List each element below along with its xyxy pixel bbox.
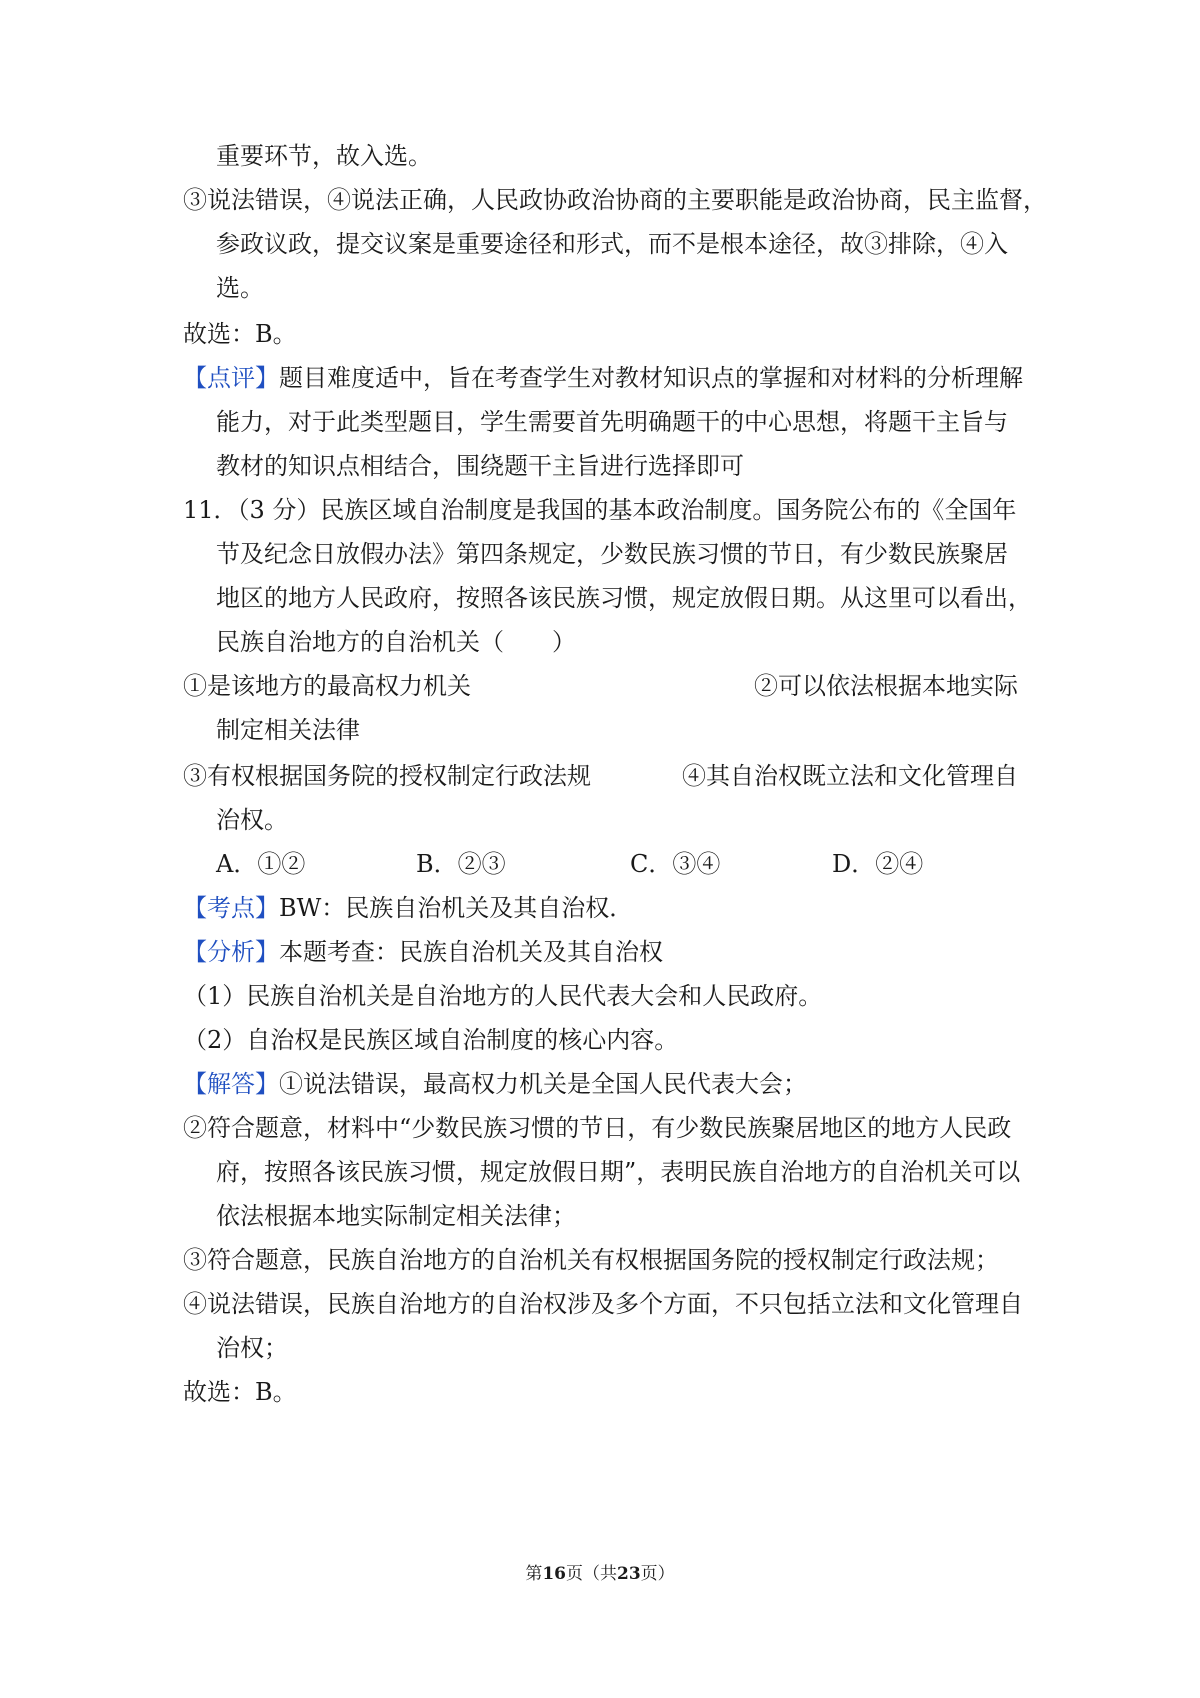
fenxi-point-2: （2）自治权是民族区域自治制度的核心内容。 (183, 1026, 679, 1054)
fenxi-line (183, 936, 663, 968)
jieda-point-1: ①说法错误，最高权力机关是全国人民代表大会； (279, 1070, 807, 1098)
answer-point-3-line-2: 参政议政，提交议案是重要途径和形式，而不是根本途径，故③排除，④入 (216, 230, 1008, 258)
fenxi-text: 本题考查：民族自治机关及其自治权 (279, 938, 663, 966)
page-footer (0, 1562, 1200, 1586)
q11-stem-line-1: 11．（3 分）民族区域自治制度是我国的基本政治制度。国务院公布的《全国年 (183, 496, 1017, 524)
answer-point-3-line-1: ③说法错误，④说法正确，人民政协政治协商的主要职能是政治协商，民主监督， (183, 186, 1047, 214)
kaodian-line (183, 892, 633, 924)
fenxi-tag: 【分析】 (183, 938, 279, 966)
footer-mid: 页（共 (566, 1564, 617, 1584)
option-b: B．②③ (416, 850, 506, 878)
jieda-point-2-line-1: ②符合题意，材料中“少数民族习惯的节日，有少数民族聚居地区的地方人民政 (183, 1114, 1012, 1142)
jieda-point-4-line-2: 治权； (216, 1334, 288, 1362)
fenxi-point-1: （1）民族自治机关是自治地方的人民代表大会和人民政府。 (183, 982, 823, 1010)
option-a: A．①② (216, 850, 306, 878)
kaodian-tag: 【考点】 (183, 894, 279, 922)
footer-page-number: 16 (542, 1564, 566, 1584)
jieda-point-2-line-2: 府，按照各该民族习惯，规定放假日期”，表明民族自治地方的自治机关可以 (216, 1158, 1021, 1186)
option-d: D．②④ (832, 850, 924, 878)
answer-point-3-line-3: 选。 (216, 274, 264, 302)
jieda-point-4-line-1: ④说法错误，民族自治地方的自治权涉及多个方面，不只包括立法和文化管理自 (183, 1290, 1023, 1318)
footer-prefix: 第 (525, 1564, 543, 1584)
statement-3: ③有权根据国务院的授权制定行政法规 (183, 762, 591, 790)
footer-total-pages: 23 (617, 1564, 641, 1584)
jieda-point-2-line-3: 依法根据本地实际制定相关法律； (216, 1202, 576, 1230)
option-c: C．③④ (630, 850, 721, 878)
statement-2-part-1: ②可以依法根据本地实际 (754, 672, 1018, 700)
review-line-1 (183, 362, 1023, 394)
kaodian-text: BW：民族自治机关及其自治权． (279, 894, 634, 922)
review-tag: 【点评】 (183, 364, 279, 392)
footer-suffix: 页） (640, 1564, 675, 1584)
review-line-2: 能力，对于此类型题目，学生需要首先明确题干的中心思想，将题干主旨与 (216, 408, 1008, 436)
statement-4-part-1: ④其自治权既立法和文化管理自 (682, 762, 1018, 790)
statement-1: ①是该地方的最高权力机关 (183, 672, 471, 700)
q11-stem-line-2: 节及纪念日放假办法》第四条规定，少数民族习惯的节日，有少数民族聚居 (216, 540, 1008, 568)
q11-stem-line-4: 民族自治地方的自治机关（ ） (216, 628, 576, 656)
answer-continuation: 重要环节，故入选。 (216, 142, 432, 170)
jieda-line (183, 1068, 807, 1100)
statement-2-part-2: 制定相关法律 (216, 716, 360, 744)
prev-choice: 故选：B。 (183, 320, 297, 348)
review-line-3: 教材的知识点相结合，围绕题干主旨进行选择即可 (216, 452, 744, 480)
jieda-point-3: ③符合题意，民族自治地方的自治机关有权根据国务院的授权制定行政法规； (183, 1246, 999, 1274)
q11-choice: 故选：B。 (183, 1378, 297, 1406)
statement-4-part-2: 治权。 (216, 806, 288, 834)
q11-stem-line-3: 地区的地方人民政府，按照各该民族习惯，规定放假日期。从这里可以看出， (216, 584, 1032, 612)
review-text: 题目难度适中，旨在考查学生对教材知识点的掌握和对材料的分析理解 (279, 364, 1023, 392)
jieda-tag: 【解答】 (183, 1070, 279, 1098)
